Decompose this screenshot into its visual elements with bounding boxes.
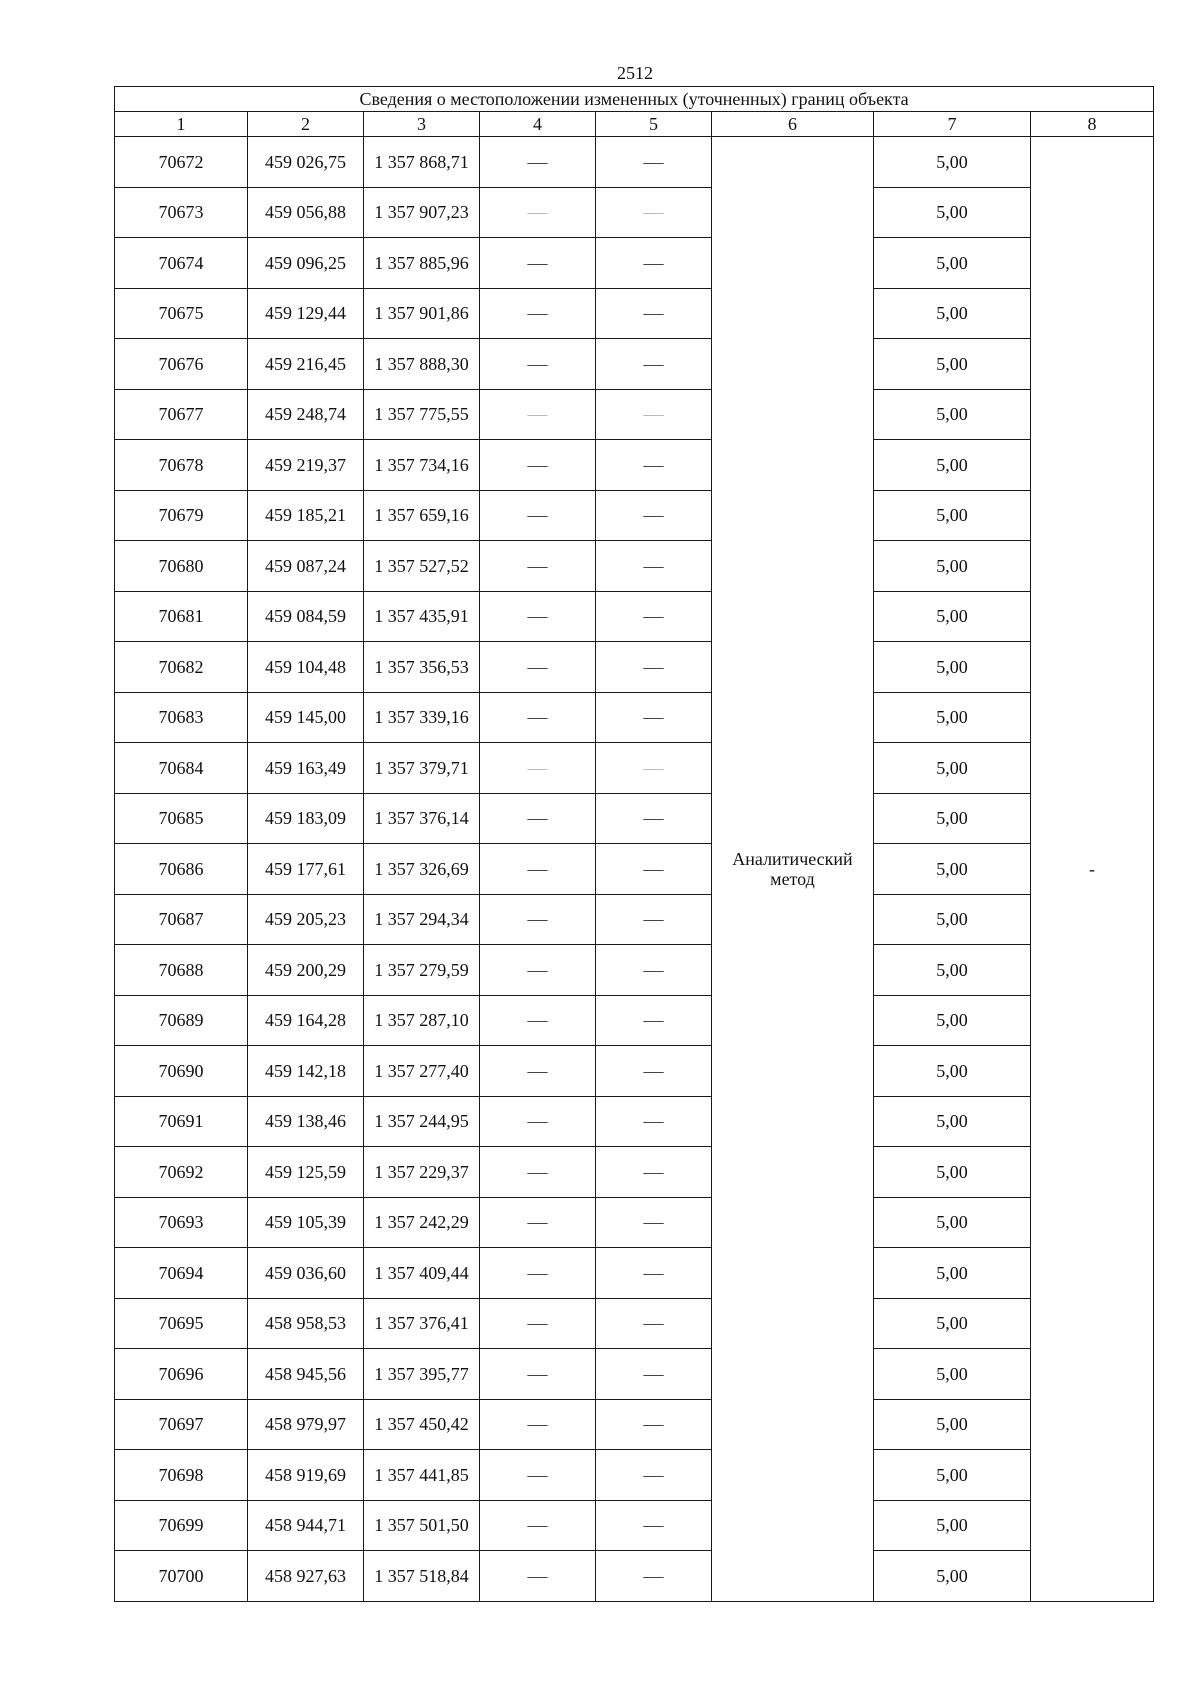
accuracy-cell: 5,00	[874, 1046, 1031, 1097]
table-row	[115, 440, 1154, 491]
x-coordinate-cell: 459 026,75	[248, 137, 364, 188]
table-row	[115, 238, 1154, 289]
point-number-cell: 70683	[115, 692, 248, 743]
x-coordinate-cell: 459 125,59	[248, 1147, 364, 1198]
y-coordinate-cell: 1 357 277,40	[364, 1046, 480, 1097]
point-number-cell: 70681	[115, 591, 248, 642]
y-coordinate-cell: 1 357 395,77	[364, 1349, 480, 1400]
x-coordinate-cell: 459 205,23	[248, 894, 364, 945]
point-number-cell: 70698	[115, 1450, 248, 1501]
column-5-cell: —	[596, 1147, 712, 1198]
column-5-cell: —	[596, 1450, 712, 1501]
accuracy-cell: 5,00	[874, 339, 1031, 390]
y-coordinate-cell: 1 357 659,16	[364, 490, 480, 541]
column-5-cell: —	[596, 1551, 712, 1602]
method-label-line-1: Аналитический	[732, 848, 853, 869]
point-number-cell: 70678	[115, 440, 248, 491]
table-row	[115, 1197, 1154, 1248]
column-header: 2	[248, 112, 364, 137]
point-number-cell: 70682	[115, 642, 248, 693]
column-5-cell: —	[596, 743, 712, 794]
table-row	[115, 288, 1154, 339]
table-row	[115, 692, 1154, 743]
point-number-cell: 70689	[115, 995, 248, 1046]
table-row	[115, 894, 1154, 945]
point-number-cell: 70693	[115, 1197, 248, 1248]
accuracy-cell: 5,00	[874, 1500, 1031, 1551]
table-row	[115, 1450, 1154, 1501]
point-number-cell: 70680	[115, 541, 248, 592]
column-header: 3	[364, 112, 480, 137]
table-row	[115, 793, 1154, 844]
table-row	[115, 1096, 1154, 1147]
accuracy-cell: 5,00	[874, 995, 1031, 1046]
y-coordinate-cell: 1 357 868,71	[364, 137, 480, 188]
column-5-cell: —	[596, 995, 712, 1046]
table-row	[115, 1399, 1154, 1450]
table-row	[115, 1551, 1154, 1602]
column-4-cell: —	[480, 541, 596, 592]
table-row	[115, 187, 1154, 238]
x-coordinate-cell: 458 958,53	[248, 1298, 364, 1349]
accuracy-cell: 5,00	[874, 1096, 1031, 1147]
y-coordinate-cell: 1 357 326,69	[364, 844, 480, 895]
x-coordinate-cell: 459 096,25	[248, 238, 364, 289]
table-row	[115, 844, 1154, 895]
point-number-cell: 70687	[115, 894, 248, 945]
point-number-cell: 70688	[115, 945, 248, 996]
x-coordinate-cell: 459 145,00	[248, 692, 364, 743]
table-row	[115, 1349, 1154, 1400]
y-coordinate-cell: 1 357 734,16	[364, 440, 480, 491]
column-5-cell: —	[596, 1500, 712, 1551]
column-4-cell: —	[480, 1500, 596, 1551]
method-cell	[712, 137, 874, 1602]
accuracy-cell: 5,00	[874, 238, 1031, 289]
x-coordinate-cell: 459 105,39	[248, 1197, 364, 1248]
table-row	[115, 995, 1154, 1046]
accuracy-cell: 5,00	[874, 490, 1031, 541]
y-coordinate-cell: 1 357 279,59	[364, 945, 480, 996]
y-coordinate-cell: 1 357 901,86	[364, 288, 480, 339]
point-number-cell: 70686	[115, 844, 248, 895]
accuracy-cell: 5,00	[874, 743, 1031, 794]
x-coordinate-cell: 458 945,56	[248, 1349, 364, 1400]
point-number-cell: 70674	[115, 238, 248, 289]
column-4-cell: —	[480, 1551, 596, 1602]
column-5-cell: —	[596, 389, 712, 440]
column-4-cell: —	[480, 288, 596, 339]
y-coordinate-cell: 1 357 409,44	[364, 1248, 480, 1299]
column-4-cell: —	[480, 1450, 596, 1501]
x-coordinate-cell: 459 163,49	[248, 743, 364, 794]
accuracy-cell: 5,00	[874, 137, 1031, 188]
y-coordinate-cell: 1 357 888,30	[364, 339, 480, 390]
column-5-cell: —	[596, 945, 712, 996]
point-number-cell: 70699	[115, 1500, 248, 1551]
table-row	[115, 389, 1154, 440]
column-header: 4	[480, 112, 596, 137]
y-coordinate-cell: 1 357 356,53	[364, 642, 480, 693]
point-number-cell: 70697	[115, 1399, 248, 1450]
column-header: 7	[874, 112, 1031, 137]
table-row	[115, 1046, 1154, 1097]
column-4-cell: —	[480, 490, 596, 541]
column-4-cell: —	[480, 743, 596, 794]
column-4-cell: —	[480, 642, 596, 693]
y-coordinate-cell: 1 357 450,42	[364, 1399, 480, 1450]
y-coordinate-cell: 1 357 376,41	[364, 1298, 480, 1349]
column-5-cell: —	[596, 793, 712, 844]
y-coordinate-cell: 1 357 287,10	[364, 995, 480, 1046]
accuracy-cell: 5,00	[874, 1248, 1031, 1299]
column-4-cell: —	[480, 945, 596, 996]
table-row	[115, 137, 1154, 188]
point-number-cell: 70695	[115, 1298, 248, 1349]
column-5-cell: —	[596, 642, 712, 693]
column-5-cell: —	[596, 541, 712, 592]
boundary-coordinates-table	[114, 86, 1154, 1602]
x-coordinate-cell: 458 944,71	[248, 1500, 364, 1551]
table-row	[115, 1298, 1154, 1349]
accuracy-cell: 5,00	[874, 945, 1031, 996]
point-number-cell: 70676	[115, 339, 248, 390]
column-4-cell: —	[480, 389, 596, 440]
column-5-cell: —	[596, 490, 712, 541]
column-4-cell: —	[480, 339, 596, 390]
column-5-cell: —	[596, 1248, 712, 1299]
point-number-cell: 70694	[115, 1248, 248, 1299]
accuracy-cell: 5,00	[874, 1349, 1031, 1400]
column-4-cell: —	[480, 137, 596, 188]
column-4-cell: —	[480, 1399, 596, 1450]
table-caption-row	[115, 87, 1154, 112]
accuracy-cell: 5,00	[874, 692, 1031, 743]
table-caption: Сведения о местоположении измененных (уточненных) границ объекта	[115, 87, 1154, 112]
point-number-cell: 70672	[115, 137, 248, 188]
y-coordinate-cell: 1 357 229,37	[364, 1147, 480, 1198]
column-4-cell: —	[480, 844, 596, 895]
accuracy-cell: 5,00	[874, 1551, 1031, 1602]
accuracy-cell: 5,00	[874, 1399, 1031, 1450]
column-4-cell: —	[480, 187, 596, 238]
x-coordinate-cell: 459 084,59	[248, 591, 364, 642]
point-number-cell: 70685	[115, 793, 248, 844]
point-number-cell: 70691	[115, 1096, 248, 1147]
column-5-cell: —	[596, 440, 712, 491]
y-coordinate-cell: 1 357 907,23	[364, 187, 480, 238]
point-number-cell: 70690	[115, 1046, 248, 1097]
y-coordinate-cell: 1 357 518,84	[364, 1551, 480, 1602]
x-coordinate-cell: 458 979,97	[248, 1399, 364, 1450]
column-5-cell: —	[596, 1096, 712, 1147]
accuracy-cell: 5,00	[874, 440, 1031, 491]
table-row	[115, 1500, 1154, 1551]
column-4-cell: —	[480, 1197, 596, 1248]
accuracy-cell: 5,00	[874, 844, 1031, 895]
page-number: 2512	[617, 63, 653, 83]
column-4-cell: —	[480, 1096, 596, 1147]
y-coordinate-cell: 1 357 339,16	[364, 692, 480, 743]
column-header: 1	[115, 112, 248, 137]
table-row	[115, 490, 1154, 541]
accuracy-cell: 5,00	[874, 288, 1031, 339]
y-coordinate-cell: 1 357 441,85	[364, 1450, 480, 1501]
table-row	[115, 541, 1154, 592]
table-row	[115, 1248, 1154, 1299]
method-label-line-2: метод	[770, 868, 815, 889]
x-coordinate-cell: 459 087,24	[248, 541, 364, 592]
column-8-cell: -	[1031, 137, 1154, 1602]
y-coordinate-cell: 1 357 435,91	[364, 591, 480, 642]
column-5-cell: —	[596, 1349, 712, 1400]
column-4-cell: —	[480, 238, 596, 289]
y-coordinate-cell: 1 357 775,55	[364, 389, 480, 440]
table-row	[115, 743, 1154, 794]
x-coordinate-cell: 459 129,44	[248, 288, 364, 339]
x-coordinate-cell: 459 216,45	[248, 339, 364, 390]
column-4-cell: —	[480, 1248, 596, 1299]
column-5-cell: —	[596, 1399, 712, 1450]
y-coordinate-cell: 1 357 379,71	[364, 743, 480, 794]
accuracy-cell: 5,00	[874, 894, 1031, 945]
table-row	[115, 591, 1154, 642]
point-number-cell: 70696	[115, 1349, 248, 1400]
column-4-cell: —	[480, 1298, 596, 1349]
y-coordinate-cell: 1 357 294,34	[364, 894, 480, 945]
accuracy-cell: 5,00	[874, 541, 1031, 592]
point-number-cell: 70700	[115, 1551, 248, 1602]
column-4-cell: —	[480, 1147, 596, 1198]
accuracy-cell: 5,00	[874, 1147, 1031, 1198]
column-5-cell: —	[596, 1197, 712, 1248]
column-4-cell: —	[480, 692, 596, 743]
x-coordinate-cell: 459 248,74	[248, 389, 364, 440]
accuracy-cell: 5,00	[874, 1298, 1031, 1349]
point-number-cell: 70675	[115, 288, 248, 339]
column-5-cell: —	[596, 187, 712, 238]
table-row	[115, 642, 1154, 693]
x-coordinate-cell: 459 142,18	[248, 1046, 364, 1097]
y-coordinate-cell: 1 357 501,50	[364, 1500, 480, 1551]
table-header-row	[115, 112, 1154, 137]
column-header: 5	[596, 112, 712, 137]
column-4-cell: —	[480, 1046, 596, 1097]
column-5-cell: —	[596, 1298, 712, 1349]
x-coordinate-cell: 459 219,37	[248, 440, 364, 491]
column-5-cell: —	[596, 894, 712, 945]
x-coordinate-cell: 459 177,61	[248, 844, 364, 895]
column-5-cell: —	[596, 238, 712, 289]
y-coordinate-cell: 1 357 885,96	[364, 238, 480, 289]
point-number-cell: 70684	[115, 743, 248, 794]
column-4-cell: —	[480, 894, 596, 945]
accuracy-cell: 5,00	[874, 642, 1031, 693]
point-number-cell: 70679	[115, 490, 248, 541]
y-coordinate-cell: 1 357 242,29	[364, 1197, 480, 1248]
column-header: 6	[712, 112, 874, 137]
column-4-cell: —	[480, 793, 596, 844]
x-coordinate-cell: 458 919,69	[248, 1450, 364, 1501]
table-row	[115, 1147, 1154, 1198]
accuracy-cell: 5,00	[874, 187, 1031, 238]
y-coordinate-cell: 1 357 376,14	[364, 793, 480, 844]
x-coordinate-cell: 459 036,60	[248, 1248, 364, 1299]
column-5-cell: —	[596, 692, 712, 743]
x-coordinate-cell: 459 164,28	[248, 995, 364, 1046]
column-header: 8	[1031, 112, 1154, 137]
x-coordinate-cell: 459 104,48	[248, 642, 364, 693]
accuracy-cell: 5,00	[874, 1450, 1031, 1501]
column-5-cell: —	[596, 288, 712, 339]
x-coordinate-cell: 458 927,63	[248, 1551, 364, 1602]
accuracy-cell: 5,00	[874, 793, 1031, 844]
x-coordinate-cell: 459 138,46	[248, 1096, 364, 1147]
accuracy-cell: 5,00	[874, 389, 1031, 440]
column-5-cell: —	[596, 591, 712, 642]
column-4-cell: —	[480, 440, 596, 491]
point-number-cell: 70692	[115, 1147, 248, 1198]
table-row	[115, 339, 1154, 390]
y-coordinate-cell: 1 357 244,95	[364, 1096, 480, 1147]
column-4-cell: —	[480, 1349, 596, 1400]
x-coordinate-cell: 459 183,09	[248, 793, 364, 844]
point-number-cell: 70677	[115, 389, 248, 440]
column-4-cell: —	[480, 995, 596, 1046]
x-coordinate-cell: 459 185,21	[248, 490, 364, 541]
column-5-cell: —	[596, 339, 712, 390]
column-4-cell: —	[480, 591, 596, 642]
x-coordinate-cell: 459 056,88	[248, 187, 364, 238]
x-coordinate-cell: 459 200,29	[248, 945, 364, 996]
column-5-cell: —	[596, 137, 712, 188]
accuracy-cell: 5,00	[874, 1197, 1031, 1248]
y-coordinate-cell: 1 357 527,52	[364, 541, 480, 592]
table-row	[115, 945, 1154, 996]
accuracy-cell: 5,00	[874, 591, 1031, 642]
point-number-cell: 70673	[115, 187, 248, 238]
column-5-cell: —	[596, 1046, 712, 1097]
column-5-cell: —	[596, 844, 712, 895]
